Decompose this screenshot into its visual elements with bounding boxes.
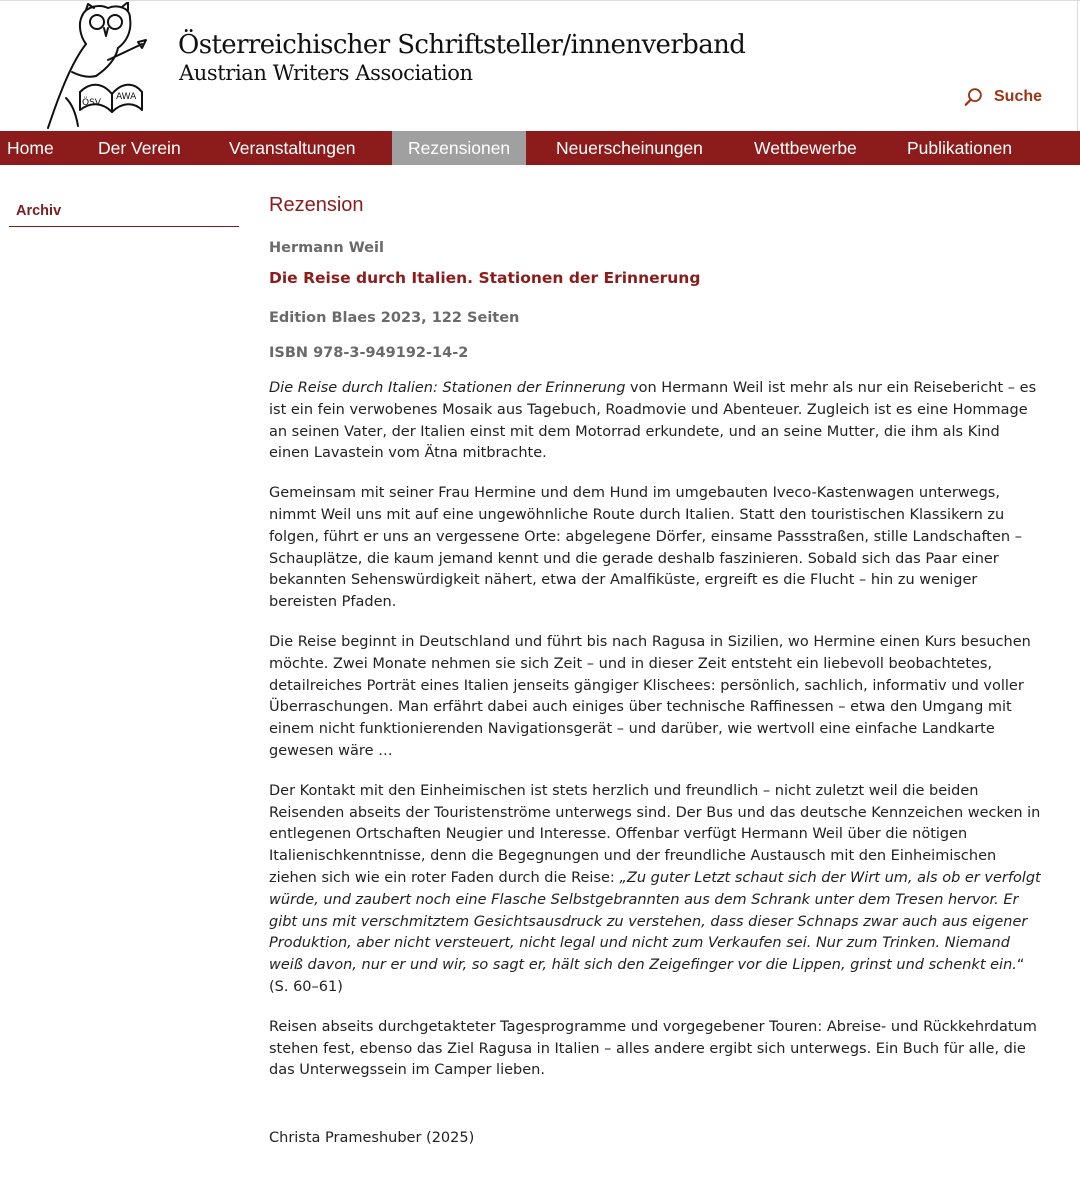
page-title: Rezension bbox=[269, 194, 364, 216]
isbn: ISBN 978-3-949192-14-2 bbox=[269, 345, 469, 361]
book-title: Die Reise durch Italien. Stationen der Erinnerung bbox=[269, 269, 701, 287]
owl-logo-icon[interactable] bbox=[42, 2, 152, 130]
review-paragraph-4 bbox=[269, 781, 1044, 999]
logo-text-awa: AWA bbox=[116, 92, 137, 102]
nav-item-rezensionen[interactable]: Rezensionen bbox=[392, 131, 526, 165]
nav-item-neuerscheinungen[interactable]: Neuerscheinungen bbox=[556, 138, 703, 158]
sidebar-divider bbox=[9, 226, 239, 227]
nav-item-wettbewerbe[interactable]: Wettbewerbe bbox=[754, 138, 857, 158]
logo-text-osv: ÖSV bbox=[82, 98, 101, 108]
review-paragraph-1 bbox=[269, 378, 1044, 465]
nav-item-veranstaltungen[interactable]: Veranstaltungen bbox=[229, 138, 356, 158]
review-paragraph-3: Die Reise beginnt in Deutschland und führt bis nach Ragusa in Sizilien, wo Hermine einen Kurs besuchen möchte. Zwei Monate nehmen sie sich Zeit – und in dieser Zeit entsteht ein liebevoll beobachtetes, detailreiches Porträt eines Italien jenseits gängiger Klischees: persönlich, sachlich, informativ und voller Überraschungen. Man erfährt dabei auch einiges über technische Raffinessen – etwa den Umgang mit einem nicht funktionierenden Navigationsgerät – und darüber, wie wertvoll eine einfache Landkarte gewesen wäre … bbox=[269, 633, 1031, 759]
search-icon bbox=[963, 86, 985, 108]
site-header bbox=[0, 0, 1080, 131]
site-subtitle: Austrian Writers Association bbox=[179, 61, 473, 85]
book-title-italic: Die Reise durch Italien: Stationen der Erinnerung bbox=[269, 380, 626, 396]
search-button[interactable] bbox=[963, 85, 1042, 109]
book-author: Hermann Weil bbox=[269, 240, 384, 256]
paragraph-1-text: von Hermann Weil ist mehr als nur ein Reisebericht – es ist ein fein verwobenes Mosaik aus Tagebuch, Roadmovie und Abenteuer. Zugleich ist es eine Hommage an seinen Vater, der Italien einst mit dem Motorrad erkundete, und an seine Mutter, die ihm als Kind einen Lavastein vom Ätna mitbrachte. bbox=[269, 380, 1037, 462]
review-paragraph-2: Gemeinsam mit seiner Frau Hermine und dem Hund im umgebauten Iveco-Kastenwagen unterwegs, nimmt Weil uns mit auf eine ungewöhnliche Route durch Italien. Statt den touristischen Klassikern zu folgen, führt er uns an vergessene Orte: abgelegene Dörfer, einsame Passstraßen, stille Landschaften – Schauplätze, die kaum jemand kennt und die gerade deshalb faszinieren. Sobald sich das Paar einer bekannten Sehenswürdigkeit nähert, etwa der Amalfiküste, ergreift es die Flucht – hin zu weniger bereisten Pfaden. bbox=[269, 485, 1022, 611]
nav-item-der-verein[interactable]: Der Verein bbox=[98, 138, 181, 158]
publisher-info: Edition Blaes 2023, 122 Seiten bbox=[269, 310, 520, 326]
review-paragraph-5: Reisen abseits durchgetakteter Tagesprogramme und vorgegebener Touren: Abreise- und Rückkehrdatum stehen fest, ebenso das Ziel Ragusa in Italien – alles andere ergibt sich unterwegs. Ein Buch für alle, die das Unterwegssein im Camper lieben. bbox=[269, 1018, 1037, 1079]
search-label: Suche bbox=[994, 88, 1043, 105]
reviewer-signature: Christa Prameshuber (2025) bbox=[269, 1130, 475, 1146]
review-content bbox=[269, 192, 1044, 1097]
nav-item-home[interactable]: Home bbox=[7, 138, 54, 158]
paragraph-4-text: Der Kontakt mit den Einheimischen ist stets herzlich und freundlich – nicht zuletzt weil die beiden Reisenden abseits der Touristenströme unterwegs sind. Der Bus und das deutsche Kennzeichen wecken in entlegenen Ortschaften Neugier und Interesse. Offenbar verfügt Hermann Weil über die nötigen Italienischkenntnisse, denn die Begegnungen und der freundliche Austausch mit den Einheimischen ziehen sich wie ein roter Faden durch die Reise: bbox=[269, 782, 1041, 886]
main-navigation bbox=[0, 131, 1080, 165]
site-title: Österreichischer Schriftsteller/innenverband bbox=[178, 30, 746, 60]
sidebar-item-archiv[interactable]: Archiv bbox=[16, 203, 62, 219]
book-quote: „Zu guter Letzt schaut sich der Wirt um, als ob er verfolgt würde, und zaubert noch eine Flasche Selbstgebrannten aus dem Schrank unter dem Tresen hervor. Er gibt uns mit verschmitztem Gesichtsausdruck zu verstehen, dass dieser Schnaps zwar auch aus eigener Produktion, aber nicht versteuert, nicht legal und nicht zum Verkaufen sei. Nur zum Trinken. Niemand weiß davon, nur er und wir, so sagt er, hält sich den Zeigefinger vor die Lippen, grinst und schenkt ein. bbox=[269, 869, 1041, 974]
nav-item-publikationen[interactable]: Publikationen bbox=[907, 138, 1013, 158]
quote-citation: “ (S. 60–61) bbox=[269, 957, 1025, 995]
